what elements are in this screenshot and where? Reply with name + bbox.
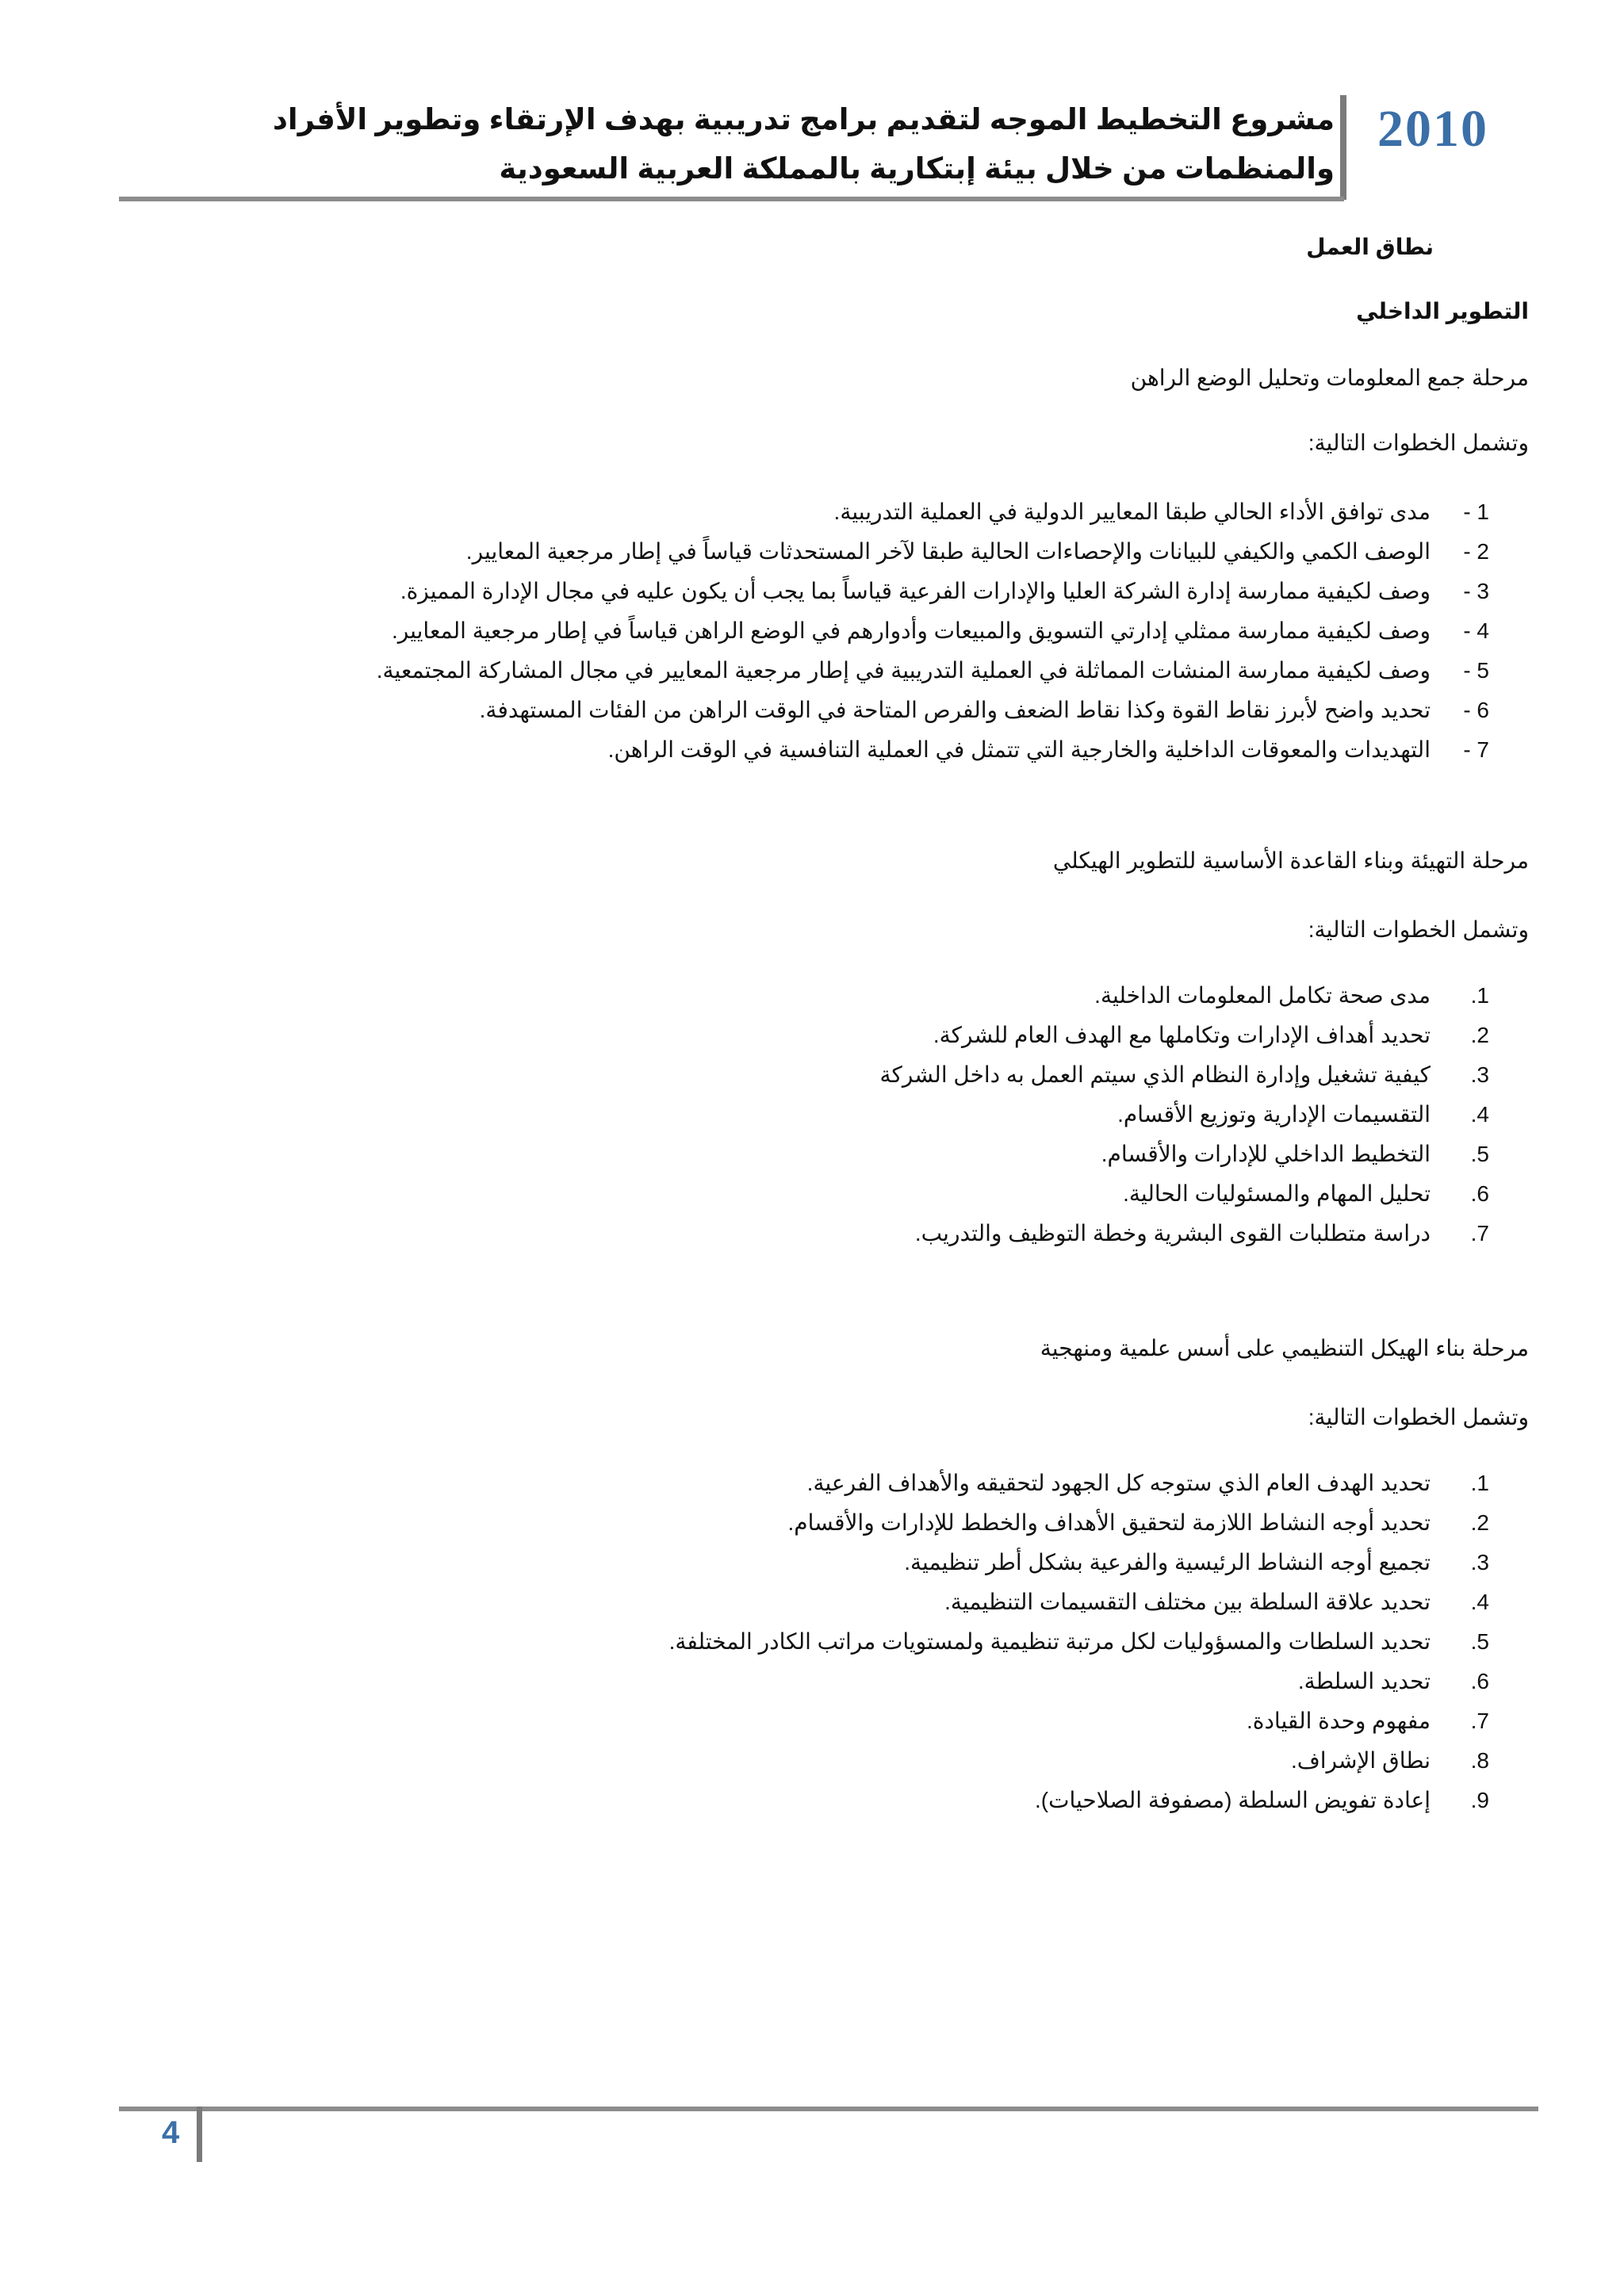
list-text: نطاق الإشراف. [1290, 1748, 1431, 1773]
list-item [117, 1214, 1489, 1253]
list-number: 9. [1470, 1788, 1489, 1812]
header-year: 2010 [1377, 100, 1488, 158]
list-item [117, 1781, 1489, 1820]
list-number: 3. [1470, 1062, 1489, 1087]
section1-title: مرحلة جمع المعلومات وتحليل الوضع الراهن [1130, 365, 1529, 390]
list-item [117, 1582, 1489, 1622]
section3-list [117, 1464, 1529, 1820]
list-text: وصف لكيفية ممارسة إدارة الشركة العليا والإدارات الفرعية قياساً بما يجب أن يكون عليه في مجال الإدارة المميزة. [400, 579, 1431, 603]
list-number: 7. [1470, 1709, 1489, 1733]
list-number: 4. [1470, 1102, 1489, 1127]
list-number: 8. [1470, 1748, 1489, 1773]
list-number: 5. [1470, 1629, 1489, 1654]
list-item [117, 532, 1489, 572]
page-body [117, 232, 1529, 1820]
list-item [117, 1622, 1489, 1662]
internal-heading: التطوير الداخلي [1356, 299, 1529, 323]
header-rule [119, 197, 1344, 201]
list-item [117, 1055, 1489, 1095]
list-number: 1. [1470, 983, 1489, 1008]
section3-intro: وتشمل الخطوات التالية: [1308, 1405, 1529, 1429]
list-text: التهديدات والمعوقات الداخلية والخارجية التي تتمثل في العملية التنافسية في الوقت الراهن. [607, 737, 1431, 762]
list-number: 3 - [1463, 579, 1489, 603]
list-item [117, 492, 1489, 532]
list-item [117, 1701, 1489, 1741]
list-item [117, 651, 1489, 691]
list-number: 2. [1470, 1023, 1489, 1047]
list-item [117, 1662, 1489, 1701]
list-text: مدى توافق الأداء الحالي طبقا المعايير الدولية في العملية التدريبية. [833, 499, 1431, 524]
list-text: تحليل المهام والمسئوليات الحالية. [1123, 1181, 1431, 1206]
section2-intro: وتشمل الخطوات التالية: [1308, 917, 1529, 942]
page-number: 4 [162, 2115, 180, 2150]
list-text: التخطيط الداخلي للإدارات والأقسام. [1101, 1142, 1431, 1166]
list-text: إعادة تفويض السلطة (مصفوفة الصلاحيات). [1034, 1788, 1431, 1812]
list-item [117, 691, 1489, 730]
list-text: تحديد أهداف الإدارات وتكاملها مع الهدف العام للشركة. [933, 1023, 1431, 1047]
list-text: مدى صحة تكامل المعلومات الداخلية. [1094, 983, 1431, 1008]
scope-heading: نطاق العمل [1306, 235, 1434, 259]
section2-title: مرحلة التهيئة وبناء القاعدة الأساسية للتطوير الهيكلي [1052, 848, 1529, 873]
document-title: مشروع التخطيط الموجه لتقديم برامج تدريبية بهدف الإرتقاء وتطوير الأفراد والمنظمات من خلال بيئة إبتكارية بالمملكة العربية السعودية [272, 103, 1335, 185]
list-text: مفهوم وحدة القيادة. [1247, 1709, 1431, 1733]
list-item [117, 1095, 1489, 1135]
list-item [117, 572, 1489, 611]
list-item [117, 1174, 1489, 1214]
list-number: 5 - [1463, 658, 1489, 683]
section1-list [117, 492, 1529, 770]
list-number: 6. [1470, 1669, 1489, 1693]
section3-title: مرحلة بناء الهيكل التنظيمي على أسس علمية ومنهجية [1040, 1336, 1529, 1360]
list-number: 1. [1470, 1471, 1489, 1495]
list-item [117, 1741, 1489, 1781]
list-text: تحديد السلطة. [1297, 1669, 1431, 1693]
list-text: الوصف الكمي والكيفي للبيانات والإحصاءات الحالية طبقا لآخر المستحدثات قياساً في إطار مرجعية المعايير. [465, 539, 1431, 564]
list-item [117, 611, 1489, 651]
list-item [117, 1464, 1489, 1503]
list-item [117, 976, 1489, 1016]
list-text: تحديد علاقة السلطة بين مختلف التقسيمات التنظيمية. [944, 1590, 1431, 1614]
list-text: وصف لكيفية ممارسة ممثلي إدارتي التسويق والمبيعات وأدوارهم في الوضع الراهن قياساً في إطار مرجعية المعايير. [391, 618, 1431, 643]
list-number: 3. [1470, 1550, 1489, 1575]
list-text: دراسة متطلبات القوى البشرية وخطة التوظيف والتدريب. [914, 1221, 1431, 1246]
list-number: 7 - [1463, 737, 1489, 762]
list-item [117, 730, 1489, 770]
list-number: 1 - [1463, 499, 1489, 524]
header-divider [1340, 95, 1346, 200]
list-number: 2. [1470, 1510, 1489, 1535]
list-number: 4 - [1463, 618, 1489, 643]
list-item [117, 1503, 1489, 1543]
footer-rule [119, 2107, 1538, 2111]
list-text: تحديد واضح لأبرز نقاط القوة وكذا نقاط الضعف والفرص المتاحة في الوقت الراهن من الفئات المستهدفة. [479, 698, 1431, 722]
list-number: 7. [1470, 1221, 1489, 1246]
footer-divider [197, 2107, 202, 2162]
list-number: 6 - [1463, 698, 1489, 722]
list-item [117, 1543, 1489, 1582]
list-text: تحديد السلطات والمسؤوليات لكل مرتبة تنظيمية ولمستويات مراتب الكادر المختلفة. [668, 1629, 1431, 1654]
list-item [117, 1135, 1489, 1174]
list-text: وصف لكيفية ممارسة المنشات المماثلة في العملية التدريبية في إطار مرجعية المعايير في مجال المشاركة المجتمعية. [376, 658, 1431, 683]
list-text: تحديد أوجه النشاط اللازمة لتحقيق الأهداف والخطط للإدارات والأقسام. [787, 1510, 1431, 1535]
list-text: تحديد الهدف العام الذي ستوجه كل الجهود لتحقيقه والأهداف الفرعية. [806, 1471, 1431, 1495]
list-text: تجميع أوجه النشاط الرئيسية والفرعية بشكل أطر تنظيمية. [904, 1550, 1431, 1575]
section1-intro: وتشمل الخطوات التالية: [1308, 430, 1529, 455]
list-number: 5. [1470, 1142, 1489, 1166]
section2-list [117, 976, 1529, 1253]
list-text: كيفية تشغيل وإدارة النظام الذي سيتم العمل به داخل الشركة [879, 1062, 1431, 1087]
list-number: 2 - [1463, 539, 1489, 564]
list-item [117, 1016, 1489, 1055]
list-number: 6. [1470, 1181, 1489, 1206]
list-text: التقسيمات الإدارية وتوزيع الأقسام. [1117, 1102, 1431, 1127]
list-number: 4. [1470, 1590, 1489, 1614]
